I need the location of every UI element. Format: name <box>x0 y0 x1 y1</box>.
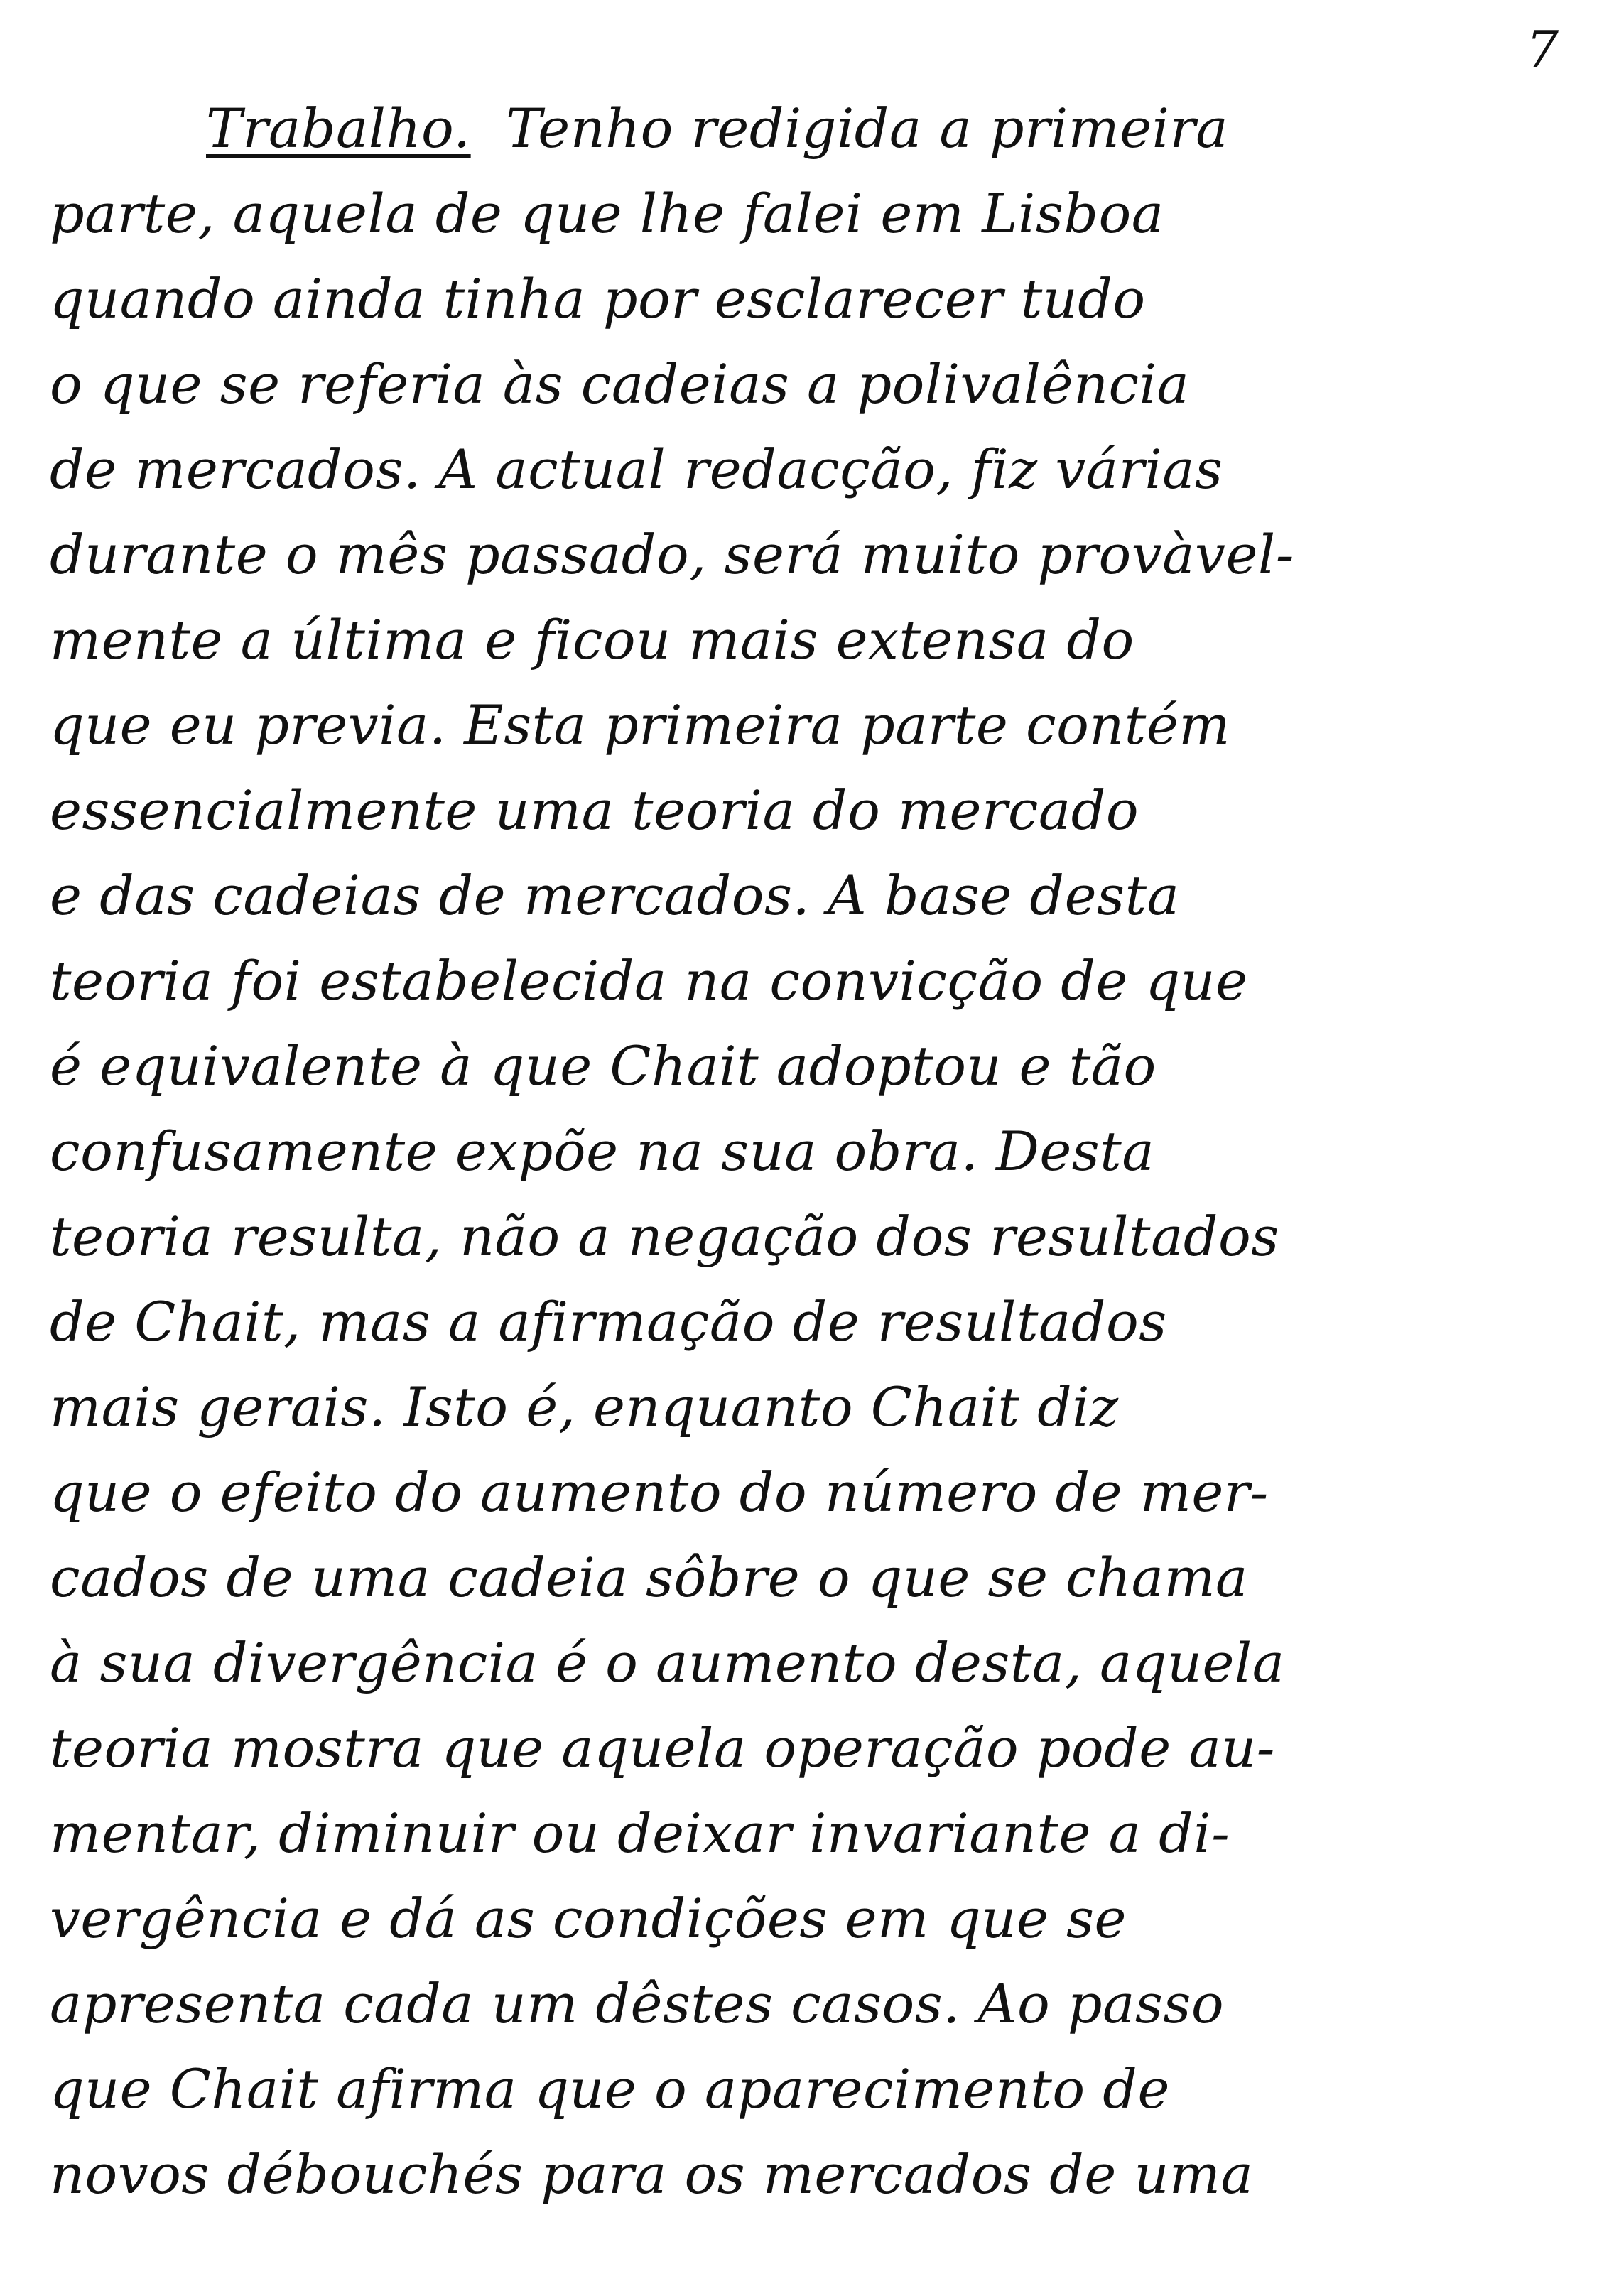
text-line: durante o mês passado, será muito provàvel- <box>50 522 1294 586</box>
text-line: e das cadeias de mercados. A base desta <box>50 863 1180 927</box>
page-number: 7 <box>1526 20 1559 80</box>
text-line <box>50 85 1563 170</box>
text-line: que eu previa. Esta primeira parte contém <box>50 693 1230 757</box>
text-line: cados de uma cadeia sôbre o que se chama <box>50 1545 1248 1609</box>
text-line: mentar, diminuir ou deixar invariante a di- <box>50 1801 1230 1865</box>
text-line: novos débouchés para os mercados de uma <box>50 2142 1254 2206</box>
text-line: essencialmente uma teoria do mercado <box>50 778 1139 842</box>
text-line: que o efeito do aumento do número de mer- <box>50 1460 1269 1524</box>
text-line: teoria foi estabelecida na convicção de que <box>50 948 1248 1012</box>
text-line: teoria resulta, não a negação dos resultados <box>50 1204 1279 1268</box>
section-heading: Trabalho. <box>206 96 471 160</box>
text-line: de Chait, mas a afirmação de resultados <box>50 1289 1167 1353</box>
text-line: de mercados. A actual redacção, fiz várias <box>50 437 1223 501</box>
text-line: que Chait afirma que o aparecimento de <box>50 2057 1170 2121</box>
text-line: apresenta cada um dêstes casos. Ao passo <box>50 1971 1225 2035</box>
text-line: vergência e dá as condições em que se <box>50 1886 1127 1950</box>
text-line: quando ainda tinha por esclarecer tudo <box>50 266 1146 330</box>
text-line: parte, aquela de que lhe falei em Lisboa <box>50 181 1164 245</box>
text-line: mente a última e ficou mais extensa do <box>50 607 1134 671</box>
handwritten-text-block <box>50 85 1563 2216</box>
text-line: mais gerais. Isto é, enquanto Chait diz <box>50 1375 1119 1439</box>
text-line: é equivalente à que Chait adoptou e tão <box>50 1034 1157 1098</box>
text-line: o que se referia às cadeias a polivalência <box>50 352 1190 416</box>
text-line: à sua divergência é o aumento desta, aquela <box>50 1630 1285 1694</box>
text-line: teoria mostra que aquela operação pode au- <box>50 1716 1275 1780</box>
text-line-content: Tenho redigida a primeira <box>505 96 1229 160</box>
text-line: confusamente expõe na sua obra. Desta <box>50 1119 1155 1183</box>
